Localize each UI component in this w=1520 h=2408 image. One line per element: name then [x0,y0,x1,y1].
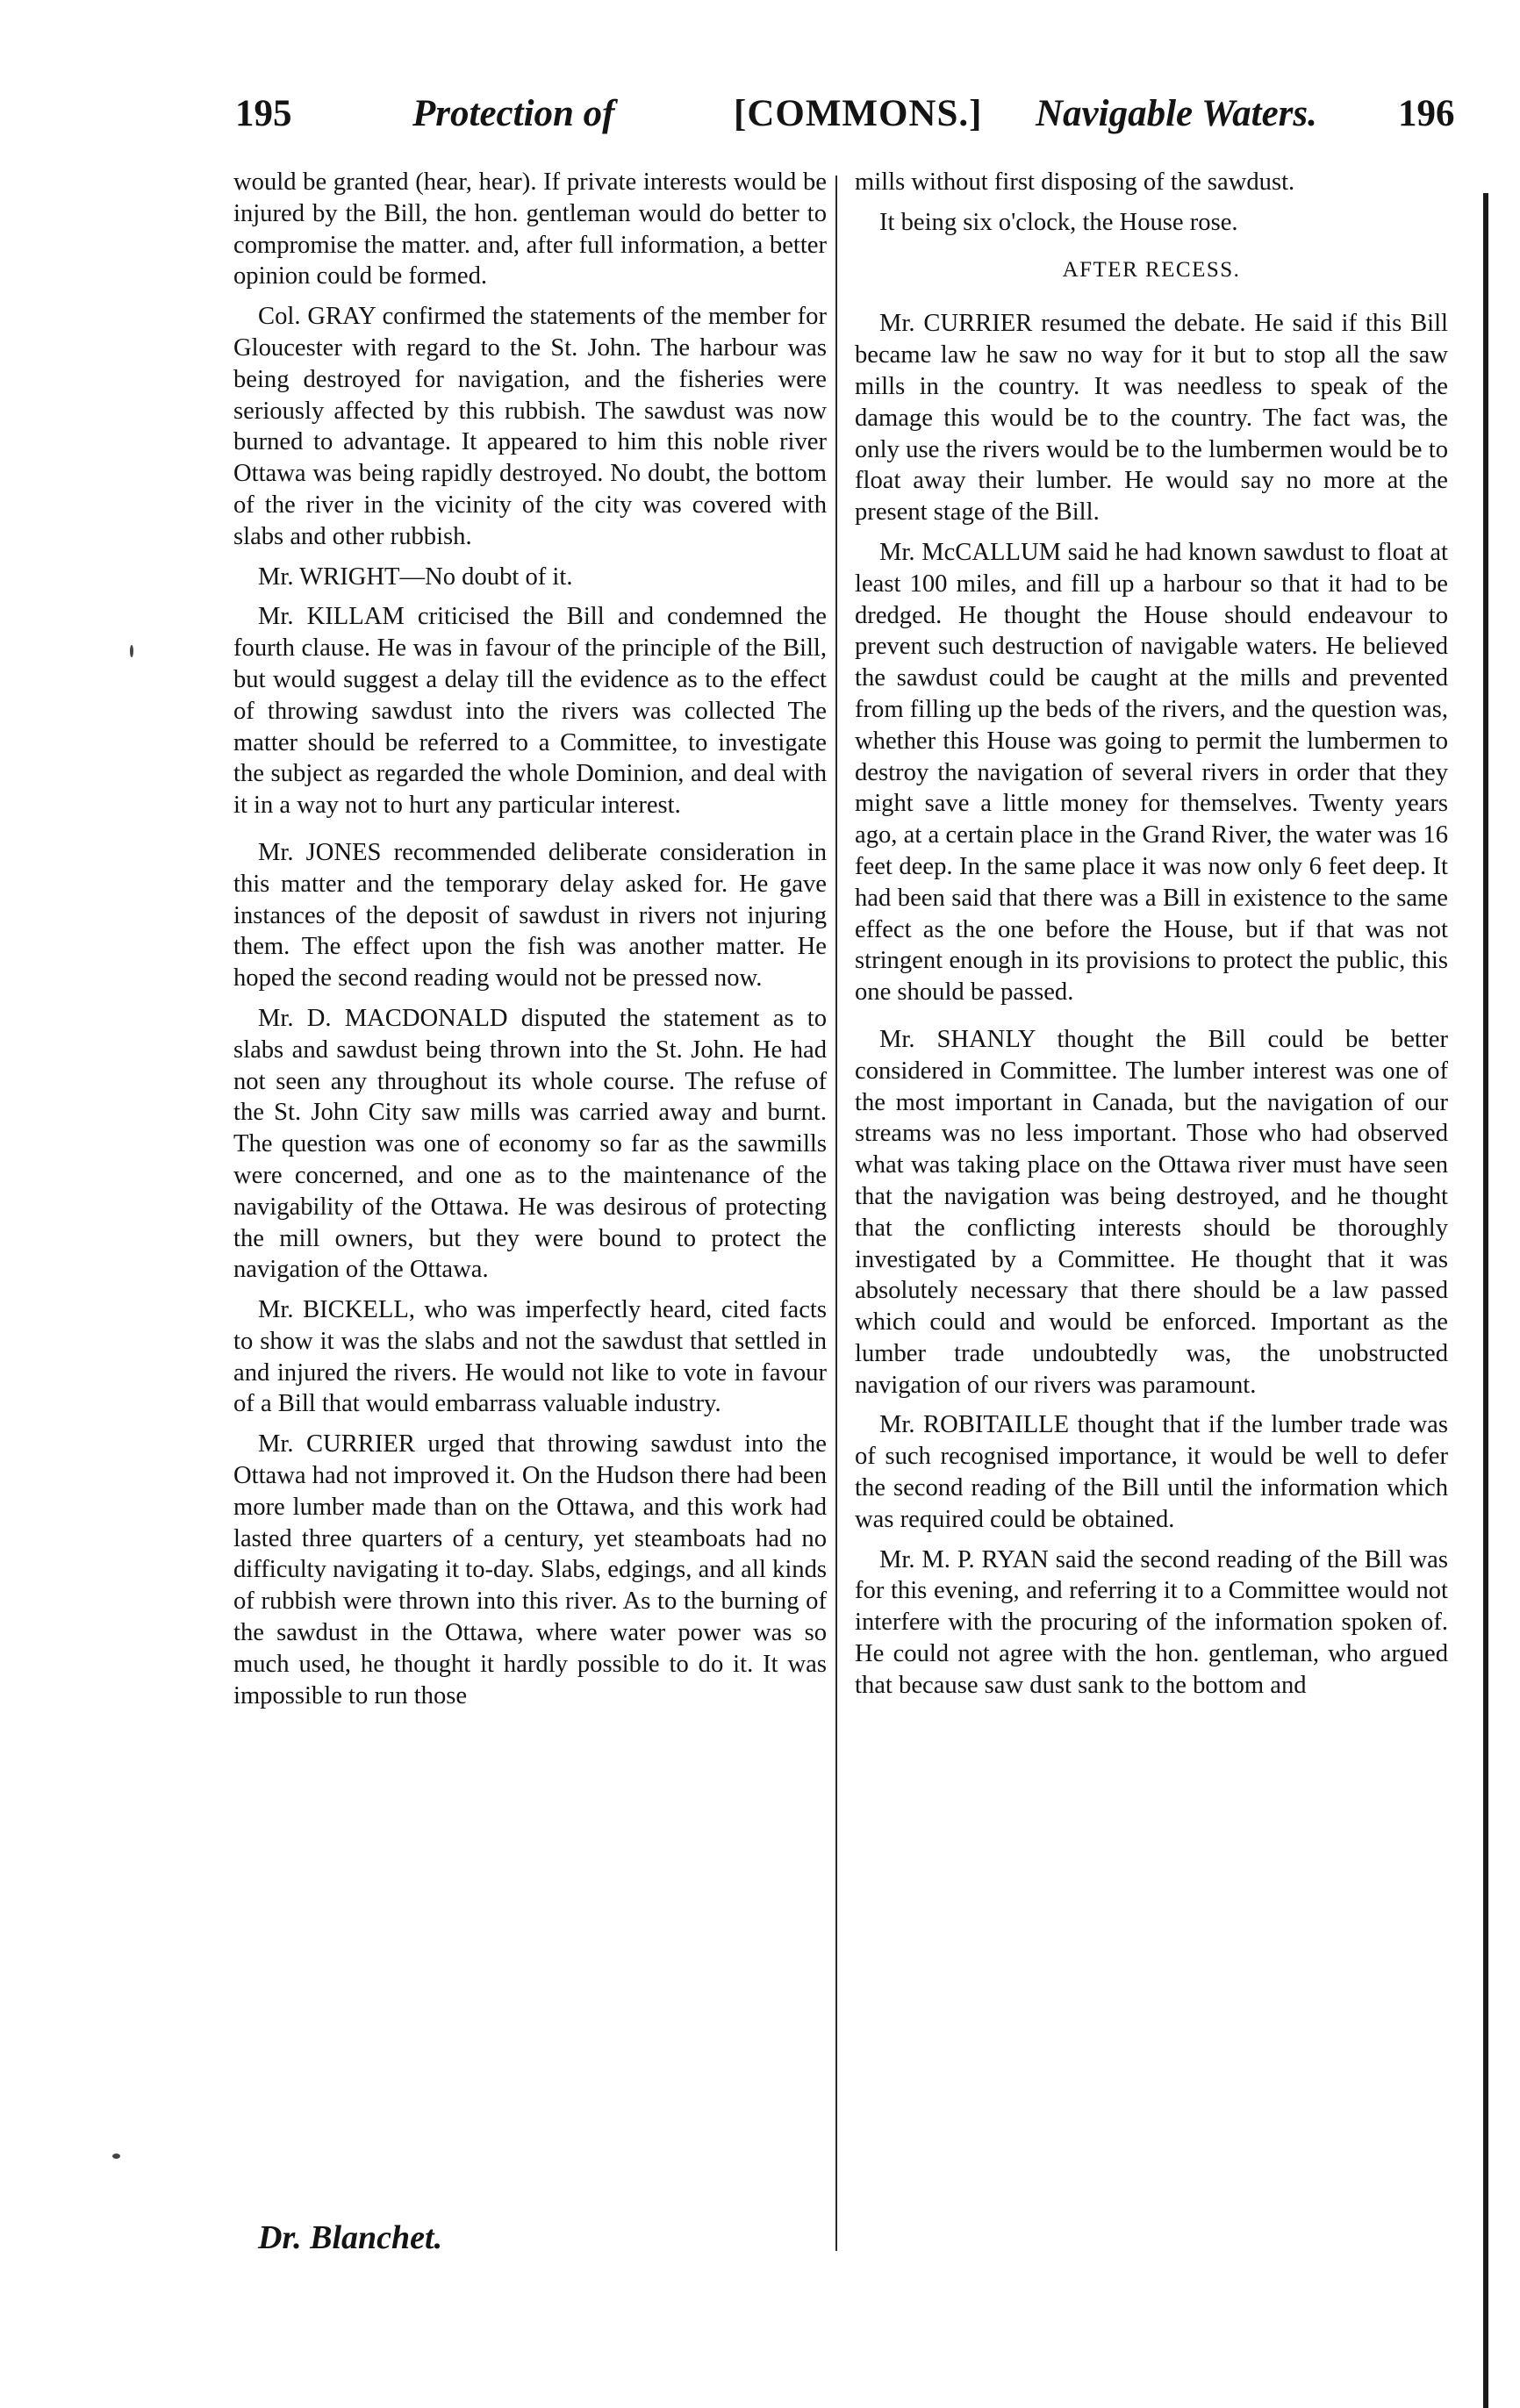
section-heading-after-recess: AFTER RECESS. [1062,257,1241,282]
column-divider [835,176,837,2251]
page-edge-shadow [1483,193,1488,2408]
paragraph-mccallum: Mr. McCALLUM said he had known sawdust to float at least 100 miles, and fill up a harbour so that it had to be dredged. He thought the House should endeavour to prevent such destruction of navigable waters. He believed the sawdust could be caught at the mills and prevented from filling up the beds of the rivers, and the question was, whether this House was going to permit the lumbermen to destroy the navigation of several rivers in order that they might save a little money for themselves. Twenty years ago, at a certain place in the Grand River, the water was 16 feet deep. In the same place it was now only 6 feet deep. It had been said that there was a Bill in existence to the same effect as the one before the House, but if that was not stringent enough in its provisions to protect the public, this one should be passed. [855,538,1448,1007]
footer-catchword: Dr. Blanchet. [258,2219,443,2256]
right-page-number: 196 [1398,93,1455,134]
paragraph-currier-2: Mr. CURRIER resumed the debate. He said if this Bill became law he saw no way for it but to stop all the saw mills in the country. It was needless to speak of the damage this would be to the country. The fact was, the only use the rivers would be to the lumbermen would be to float away their lumber. He would say no more at the present stage of the Bill. [855,310,1448,527]
paragraph-continuation-right: mills without first disposing of the sawdust. [855,168,1295,196]
left-column [233,167,827,1720]
paragraph-house-rose: It being six o'clock, the House rose. [879,208,1238,236]
paragraph-gray: Col. GRAY confirmed the statements of the member for Gloucester with regard to the St. John. The harbour was being destroyed for navigation, and the fisheries were seriously affected by this rubbish. The sawdust was now burned to advantage. It appeared to him this noble river Ottawa was being rapidly destroyed. No doubt, the bottom of the river in the vicinity of the city was covered with slabs and other rubbish. [233,303,827,550]
paragraph-currier-1: Mr. CURRIER urged that throwing sawdust into the Ottawa had not improved it. On the Hudson there had been more lumber made than on the Ottawa, and this work had lasted three quarters of a century, yet steamboats had no difficulty navigating it to-day. Slabs, edgings, and all kinds of rubbish were thrown into this river. As to the burning of the sawdust in the Ottawa, where water power was so much used, he thought it hardly possible to do it. It was impossible to run those [233,1430,827,1709]
scan-speck [112,2154,120,2159]
paragraph-robitaille: Mr. ROBITAILLE thought that if the lumber trade was of such recognised importance, it would be well to defer the second reading of the Bill until the information which was required could be obtained. [855,1411,1448,1533]
right-running-title: Navigable Waters. [1036,93,1317,134]
paragraph-killam: Mr. KILLAM criticised the Bill and condemned the fourth clause. He was in favour of the principle of the Bill, but would suggest a delay till the evidence as to the effect of throwing sawdust into the rivers was collected The matter should be referred to a Committee, to investigate the subject as regarded the whole Dominion, and deal with it in a way not to hurt any particular interest. [233,603,827,820]
right-column [855,167,1448,1710]
paragraph-macdonald: Mr. D. MACDONALD disputed the statement as to slabs and sawdust being thrown into the St. John. He had not seen any throughout its whole course. The refuse of the St. John City saw mills was carried away and burnt. The question was one of economy so far as the sawmills were concerned, and one as to the maintenance of the navigability of the Ottawa. He was desirous of protecting the mill owners, but they were bound to protect the navigation of the Ottawa. [233,1004,827,1284]
left-running-title: Protection of [412,93,615,134]
paragraph-bickell: Mr. BICKELL, who was imperfectly heard, cited facts to show it was the slabs and not the sawdust that settled in and injured the rivers. He would not like to vote in favour of a Bill that would embarrass valuable industry. [233,1296,827,1418]
left-page-number: 195 [235,93,292,134]
paragraph-wright: Mr. WRIGHT—No doubt of it. [258,563,573,591]
scan-speck [130,645,133,657]
paragraph-ryan: Mr. M. P. RYAN said the second reading of the Bill was for this evening, and referring it to a Committee would not interfere with the procuring of the information spoken of. He could not agree with the hon. gentleman, who argued that because saw dust sank to the bottom and [855,1545,1448,1699]
paragraph-jones: Mr. JONES recommended deliberate consideration in this matter and the temporary delay asked for. He gave instances of the deposit of sawdust in rivers not injuring them. The effect upon the fish was another matter. He hoped the second reading would not be pressed now. [233,838,827,993]
paragraph-continuation: would be granted (hear, hear). If private interests would be injured by the Bill, the hon. gentleman would do better to compromise the matter. and, after full information, a better opinion could be formed. [233,168,827,290]
paragraph-shanly: Mr. SHANLY thought the Bill could be better considered in Committee. The lumber interest was one of the most important in Canada, but the navigation of our streams was no less important. Those who had observed what was taking place on the Ottawa river must have seen that the navigation was being destroyed, and he thought that the conflicting interests should be thoroughly investigated by a Committee. He thought that it was absolutely necessary that there should be a law passed which could and would be enforced. Important as the lumber trade undoubtedly was, the unobstructed navigation of our rivers was paramount. [855,1025,1448,1399]
house-label: [COMMONS.] [734,93,983,134]
